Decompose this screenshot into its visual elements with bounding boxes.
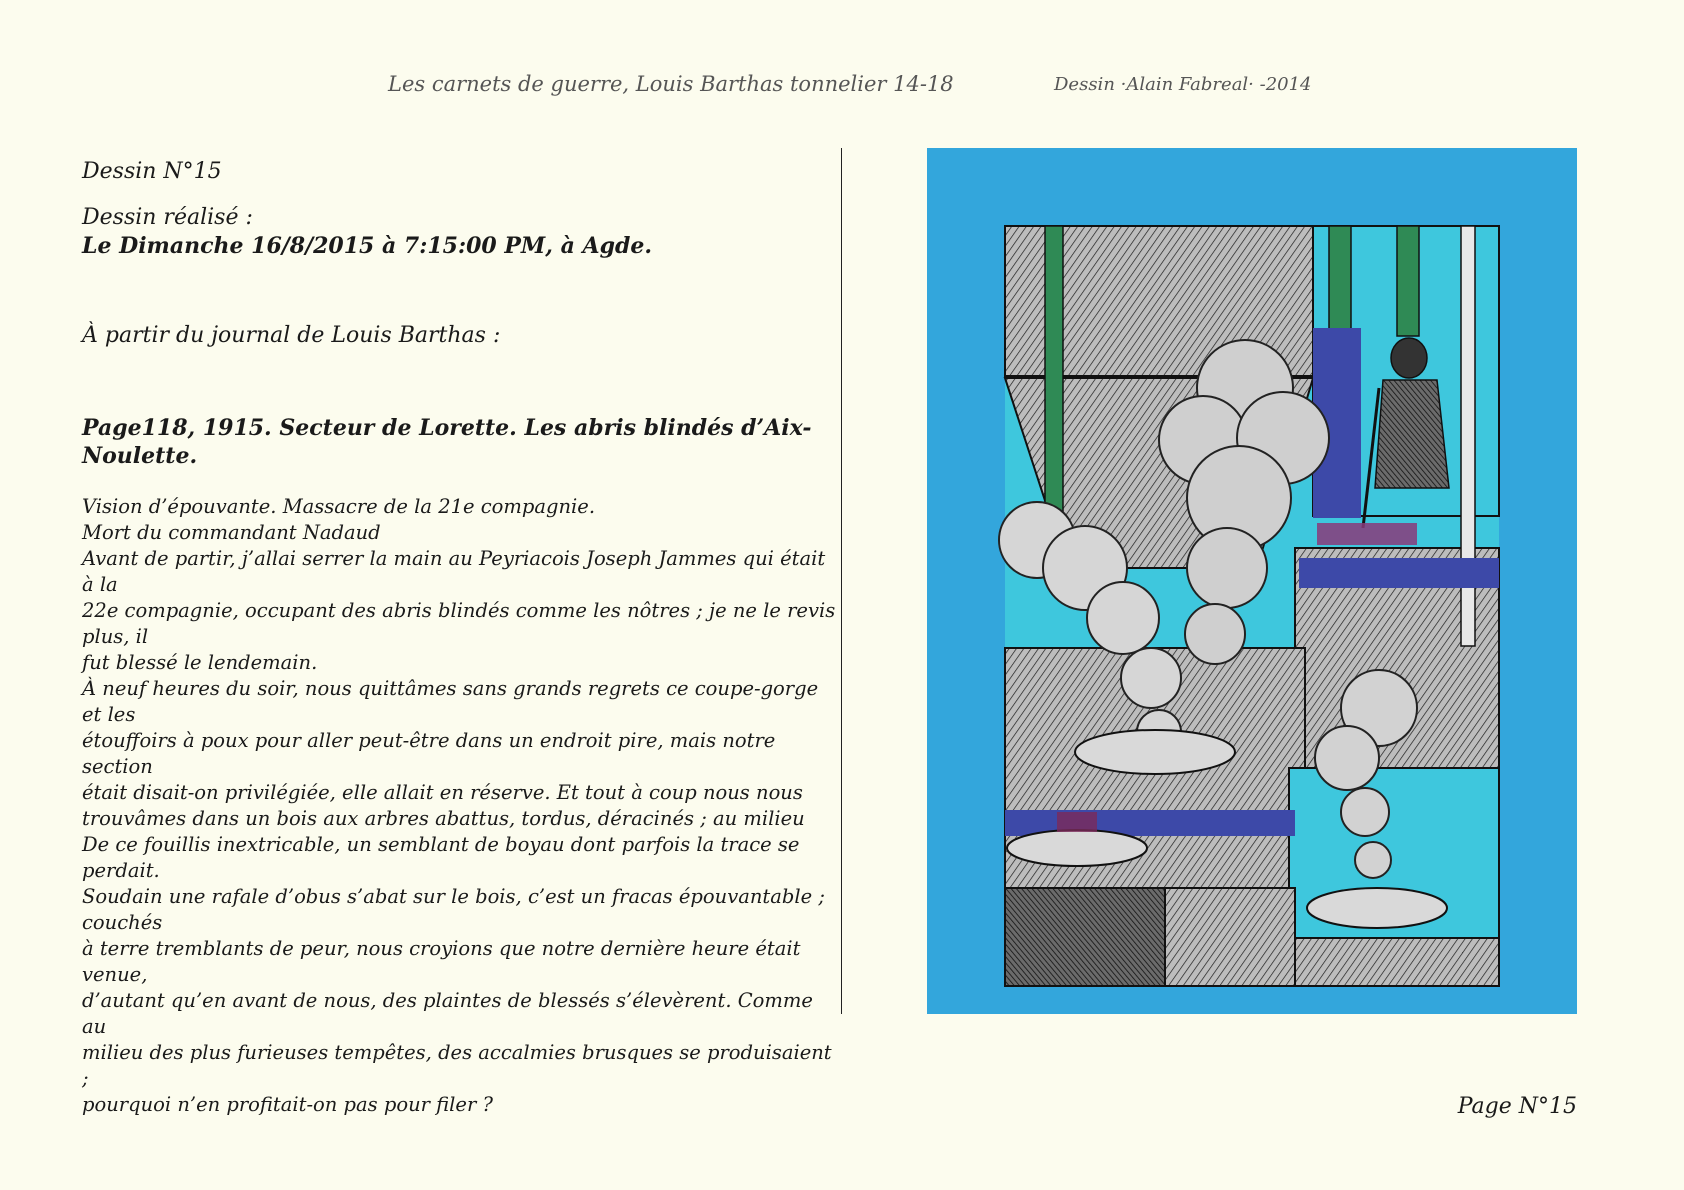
drawing-credit-header: Dessin ·Alain Fabreal· -2014 [1054, 74, 1312, 95]
extract-line: pourquoi n’en profitait-on pas pour filer ? [82, 1093, 493, 1116]
crater-strip [1295, 938, 1499, 986]
extract-body [82, 494, 842, 1118]
illustration-artwork [927, 148, 1577, 1014]
soldier-body [1375, 380, 1449, 488]
extract-line: milieu des plus furieuses tempêtes, des accalmies brusques se produisaient ; [82, 1041, 832, 1090]
column-divider [841, 148, 842, 1014]
book-title-header: Les carnets de guerre, Louis Barthas tonnelier 14-18 [388, 72, 954, 96]
soldiers-strip [1005, 888, 1165, 986]
extract-line: 22e compagnie, occupant des abris blindés comme les nôtres ; je ne le revis plus, il [82, 599, 836, 648]
illustration-drawing [927, 148, 1577, 1014]
rubble-strip [1165, 888, 1295, 986]
extract-line: Avant de partir, j’allai serrer la main au Peyriacois Joseph Jammes qui était à la [82, 547, 826, 596]
text-column [82, 158, 842, 1118]
drawing-number: Dessin N°15 [82, 159, 222, 184]
extract-line: Vision d’épouvante. Massacre de la 21e compagnie. [82, 495, 596, 518]
red-accent [1317, 523, 1417, 545]
soldier-head [1391, 338, 1427, 378]
blue-band [1299, 558, 1499, 588]
green-tree [1397, 226, 1419, 336]
extract-line: À neuf heures du soir, nous quittâmes sans grands regrets ce coupe-gorge et les [82, 677, 819, 726]
extract-line: trouvâmes dans un bois aux arbres abattus, tordus, déracinés ; au milieu [82, 807, 805, 830]
realised-label: Dessin réalisé : [82, 205, 253, 230]
extract-line: Mort du commandant Nadaud [82, 521, 381, 544]
extract-line: étouffoirs à poux pour aller peut-être dans un endroit pire, mais notre section [82, 729, 776, 778]
extract-line: De ce fouillis inextricable, un semblant de boyau dont parfois la trace se perdait. [82, 833, 800, 882]
journal-intro: À partir du journal de Louis Barthas : [82, 323, 501, 348]
crater [1007, 830, 1147, 866]
red-accent [1057, 812, 1097, 832]
extract-line: Soudain une rafale d’obus s’abat sur le bois, c’est un fracas épouvantable ; couchés [82, 885, 825, 934]
crater [1075, 730, 1235, 774]
extract-title: Page118, 1915. Secteur de Lorette. Les abris blindés d’Aix-Noulette. [82, 415, 812, 469]
realised-date: Le Dimanche 16/8/2015 à 7:15:00 PM, à Agde. [82, 233, 652, 259]
extract-line: fut blessé le lendemain. [82, 651, 318, 674]
extract-line: d’autant qu’en avant de nous, des plaintes de blessés s’élevèrent. Comme au [82, 989, 813, 1038]
extract-line: à terre tremblants de peur, nous croyions que notre dernière heure était venue, [82, 937, 801, 986]
crater [1307, 888, 1447, 928]
page-number: Page N°15 [1457, 1094, 1577, 1119]
extract-line: était disait-on privilégiée, elle allait en réserve. Et tout à coup nous nous [82, 781, 803, 804]
